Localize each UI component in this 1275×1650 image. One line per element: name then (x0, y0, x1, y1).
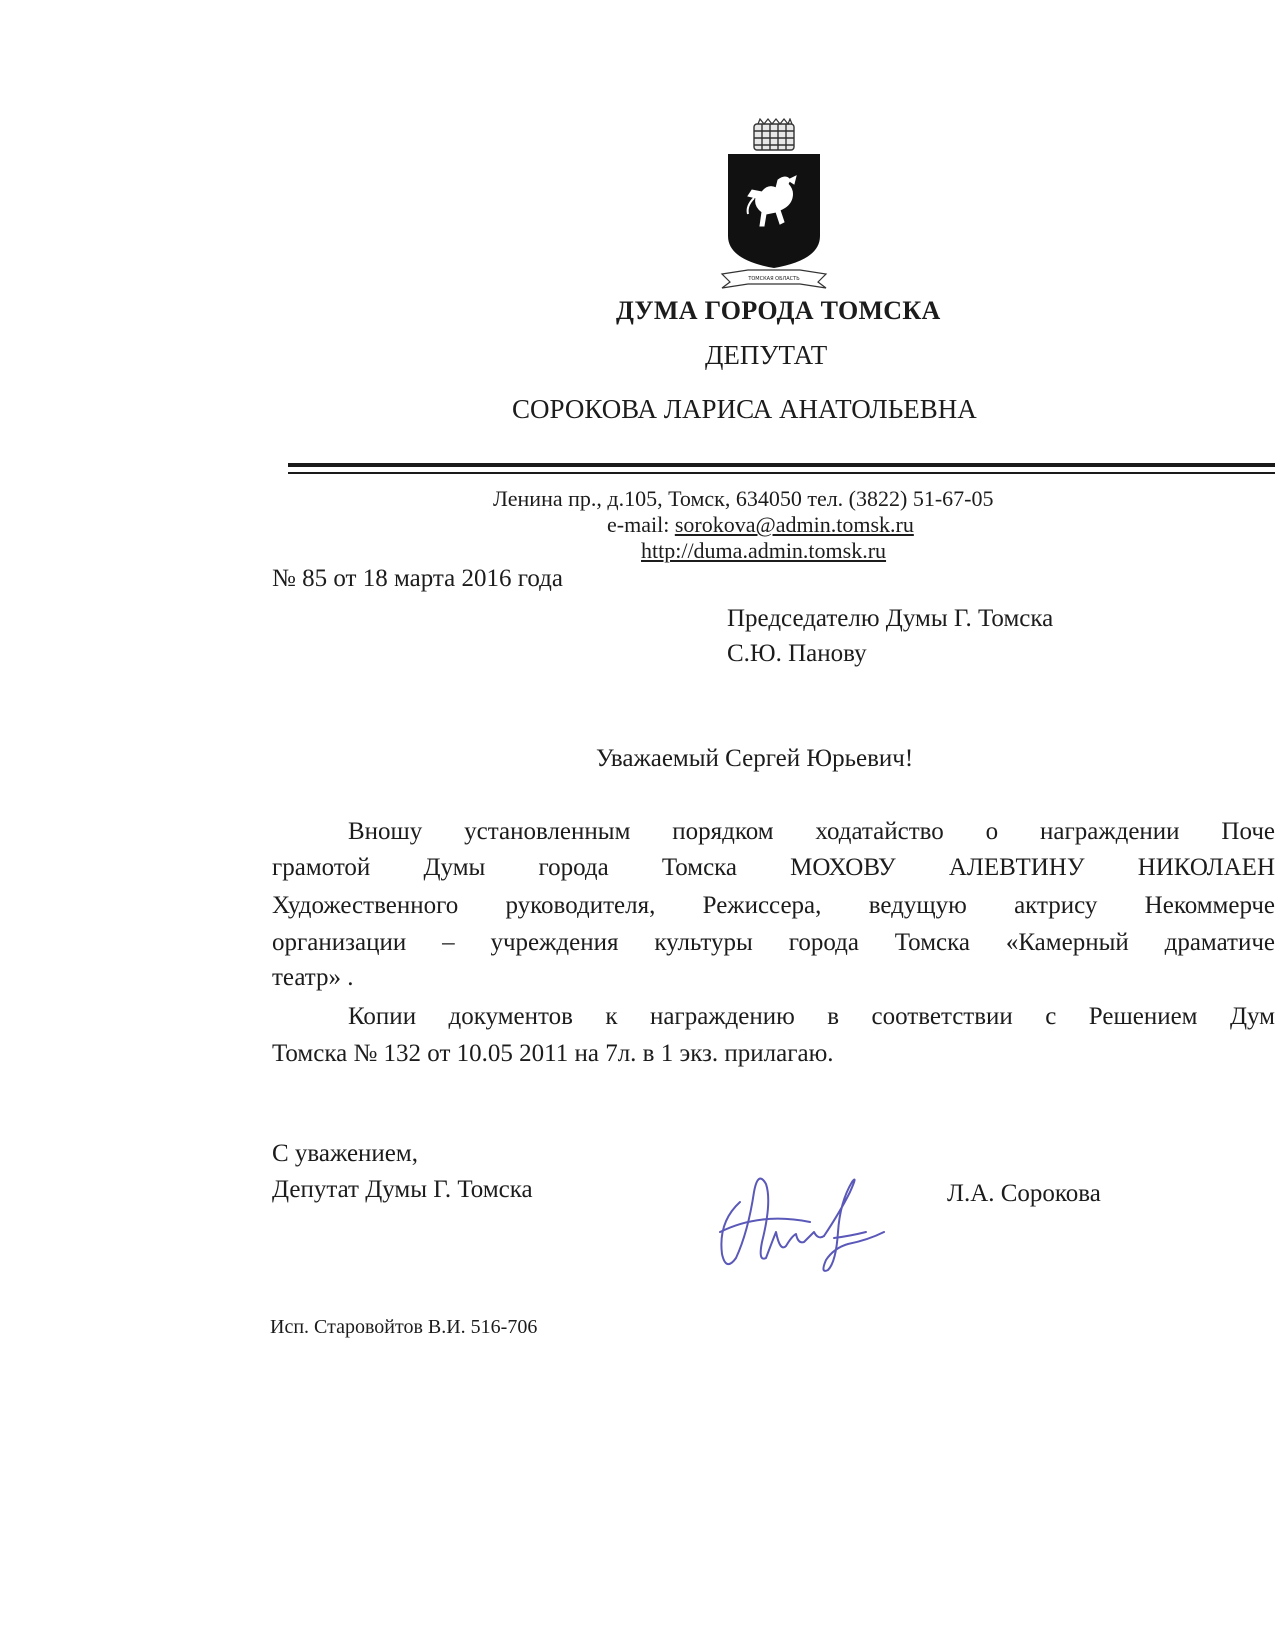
position-title: ДЕПУТАТ (705, 340, 828, 370)
person-name: СОРОКОВА ЛАРИСА АНАТОЛЬЕВНА (512, 394, 977, 424)
emblem-motto: ТОМСКАЯ ОБЛАСТЬ (748, 276, 800, 282)
paragraph-2-line-1: Копии документов к награждению в соответствии с Решением Дум (348, 1003, 1275, 1030)
handwritten-signature-icon (700, 1162, 920, 1292)
paragraph-1-line-4: организации – учреждения культуры города Томска «Камерный драматиче (272, 929, 1275, 956)
paragraph-1-line-2: грамотой Думы города Томска МОХОВУ АЛЕВТИНУ НИКОЛАЕН (272, 854, 1275, 881)
header-divider-thick (288, 463, 1275, 467)
header-divider-thin (288, 472, 1275, 474)
email-label: e-mail: (607, 512, 675, 537)
paragraph-1-line-3: Художественного руководителя, Режиссера, ведущую актрису Некоммерче (272, 892, 1275, 919)
email-link[interactable]: sorokova@admin.tomsk.ru (674, 512, 914, 537)
salutation: Уважаемый Сергей Юрьевич! (596, 745, 914, 772)
closing-regards: С уважением, (272, 1140, 418, 1167)
website-link[interactable]: http://duma.admin.tomsk.ru (641, 538, 887, 563)
email-line (607, 512, 914, 538)
executor-line: Исп. Старовойтов В.И. 516-706 (270, 1316, 538, 1338)
org-name: ДУМА ГОРОДА ТОМСКА (616, 296, 941, 325)
paragraph-1-line-5: театр» . (272, 964, 354, 991)
tomsk-coat-of-arms-icon (718, 118, 830, 294)
reference-number: № 85 от 18 марта 2016 года (272, 565, 563, 592)
paragraph-2-line-2: Томска № 132 от 10.05 2011 на 7л. в 1 экз. прилагаю. (272, 1040, 834, 1067)
closing-title: Депутат Думы Г. Томска (272, 1176, 533, 1203)
signer-name: Л.А. Сорокова (947, 1180, 1101, 1207)
addressee-line-1: Председателю Думы Г. Томска (727, 605, 1054, 632)
paragraph-1-line-1: Вношу установленным порядком ходатайство о награждении Поче (348, 818, 1275, 845)
address-line: Ленина пр., д.105, Томск, 634050 тел. (3822) 51-67-05 (493, 486, 994, 511)
addressee-line-2: С.Ю. Панову (727, 640, 867, 667)
